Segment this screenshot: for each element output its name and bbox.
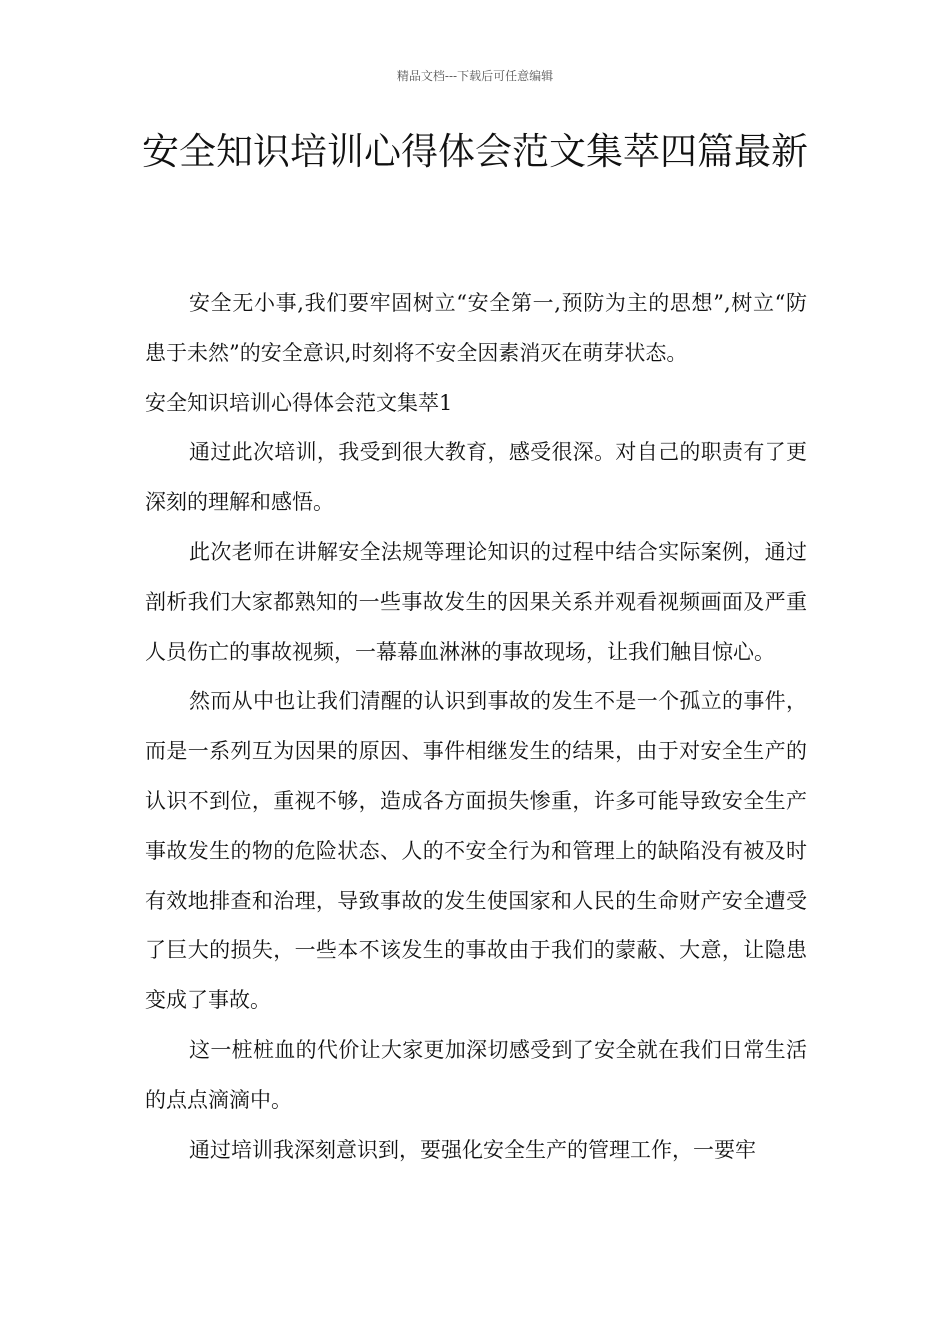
body-paragraph: 这一桩桩血的代价让大家更加深切感受到了安全就在我们日常生活的点点滴滴中。 [145,1037,807,1112]
section-heading: 安全知识培训心得体会范文集萃1 [145,390,453,415]
body-paragraph: 通过培训我深刻意识到，要强化安全生产的管理工作，一要牢 [189,1137,756,1162]
header-note: 精品文档---下载后可任意编辑 [396,69,554,83]
body-paragraph: 通过此次培训，我受到很大教育，感受很深。对自己的职责有了更深刻的理解和感悟。 [145,440,807,515]
document-title: 安全知识培训心得体会范文集萃四篇最新 [142,130,808,173]
document-body [145,279,807,1175]
body-paragraph: 此次老师在讲解安全法规等理论知识的过程中结合实际案例，通过剖析我们大家都熟知的一些事故发生的因果关系并观看视频画面及严重人员伤亡的事故视频，一幕幕血淋淋的事故现场，让我们触目惊心。 [145,539,807,664]
intro-paragraph: 安全无小事,我们要牢固树立“安全第一,预防为主的思想”,树立“防患于未然”的安全意识,时刻将不安全因素消灭在萌芽状态。 [145,291,807,365]
body-paragraph: 然而从中也让我们清醒的认识到事故的发生不是一个孤立的事件，而是一系列互为因果的原因、事件相继发生的结果，由于对安全生产的认识不到位，重视不够，造成各方面损失惨重，许多可能导致安全生产事故发生的物的危险状态、人的不安全行为和管理上的缺陷没有被及时有效地排查和治理，导致事故的发生使国家和人民的生命财产安全遭受了巨大的损失，一些本不该发生的事故由于我们的蒙蔽、大意，让隐患变成了事故。 [145,689,807,1013]
